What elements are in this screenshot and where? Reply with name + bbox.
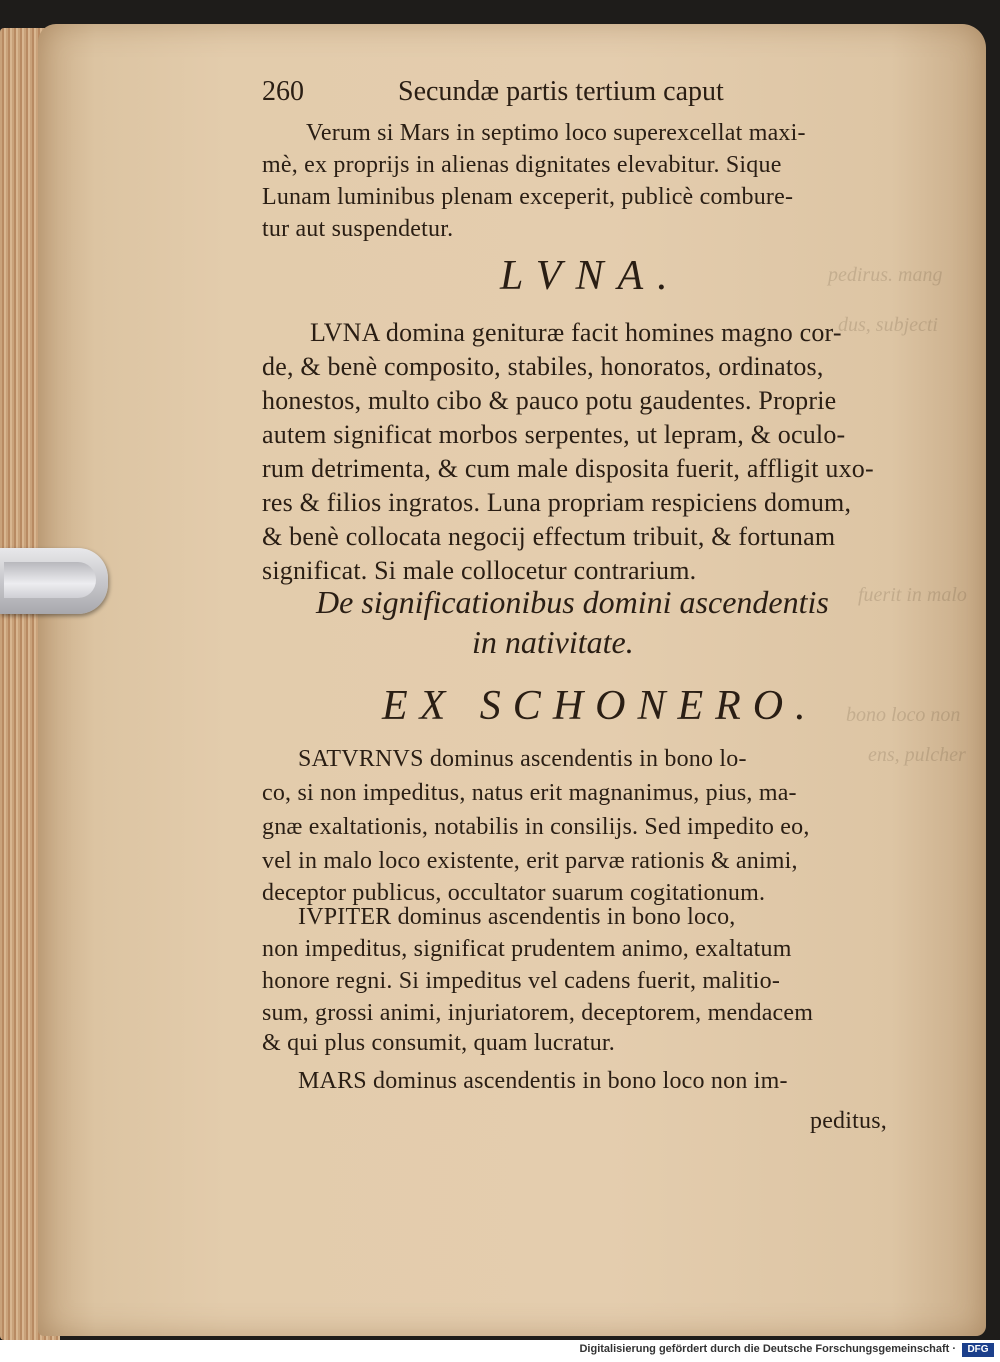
text-line: sum, grossi animi, injuriatorem, deceptorem, mendacem <box>262 1000 814 1026</box>
page-clip-inner <box>4 562 96 598</box>
catchword: peditus, <box>810 1108 887 1134</box>
text-line: rum detrimenta, & cum male disposita fuerit, affligit uxo- <box>262 454 874 483</box>
text-line: gnæ exaltationis, notabilis in consilijs. Sed impedito eo, <box>262 814 810 840</box>
text-line: MARS dominus ascendentis in bono loco non im- <box>298 1068 788 1094</box>
section-heading-ascendentis: De significationibus domini ascendentis <box>316 584 829 620</box>
text-line: vel in malo loco existente, erit parvæ rationis & animi, <box>262 848 798 874</box>
text-line: tur aut suspendetur. <box>262 216 454 242</box>
text-line: de, & benè composito, stabiles, honoratos, ordinatos, <box>262 352 824 381</box>
bleed-through-text: pedirus. mang <box>828 264 943 286</box>
text-line: honestos, multo cibo & pauco potu gaudentes. Proprie <box>262 386 837 415</box>
text-line: & benè collocata negocij effectum tribuit, & fortunam <box>262 522 836 551</box>
text-line: & qui plus consumit, quam lucratur. <box>262 1030 615 1056</box>
text-line: honore regni. Si impeditus vel cadens fuerit, malitio- <box>262 968 781 994</box>
text-line: significat. Si male collocetur contrarium. <box>262 556 697 585</box>
text-line: autem significat morbos serpentes, ut lepram, & oculo- <box>262 420 846 449</box>
text-line: SATVRNVS dominus ascendentis in bono lo- <box>298 746 747 772</box>
footer-bar <box>0 1340 1000 1362</box>
section-heading-schonero: EX SCHONERO. <box>382 683 818 729</box>
running-head: Secundæ partis tertium caput <box>398 76 724 107</box>
section-heading-nativitate: in nativitate. <box>472 624 634 660</box>
dfg-logo-icon: DFG <box>962 1343 994 1357</box>
bleed-through-text: fuerit in malo <box>858 584 967 606</box>
book-page <box>38 24 986 1336</box>
text-line: non impeditus, significat prudentem animo, exaltatum <box>262 936 792 962</box>
page-number: 260 <box>262 76 304 107</box>
footer-credit: Digitalisierung gefördert durch die Deutsche Forschungsgemeinschaft · <box>579 1343 956 1355</box>
page-clip <box>0 548 108 614</box>
text-line: LVNA domina genituræ facit homines magno cor- <box>310 318 842 347</box>
text-line: res & filios ingratos. Luna propriam respiciens domum, <box>262 488 852 517</box>
text-line: co, si non impeditus, natus erit magnanimus, pius, ma- <box>262 780 797 806</box>
bleed-through-text: dus, subjecti <box>838 314 938 336</box>
section-heading-luna: LVNA. <box>500 253 682 299</box>
text-line: deceptor publicus, occultator suarum cogitationum. <box>262 880 766 906</box>
bleed-through-text: bono loco non <box>846 704 961 726</box>
text-line: IVPITER dominus ascendentis in bono loco, <box>298 904 736 930</box>
bleed-through-text: ens, pulcher <box>868 744 966 766</box>
text-line: mè, ex proprijs in alienas dignitates elevabitur. Sique <box>262 152 782 178</box>
text-line: Verum si Mars in septimo loco superexcellat maxi- <box>306 120 806 146</box>
text-line: Lunam luminibus plenam exceperit, publicè combure- <box>262 184 794 210</box>
